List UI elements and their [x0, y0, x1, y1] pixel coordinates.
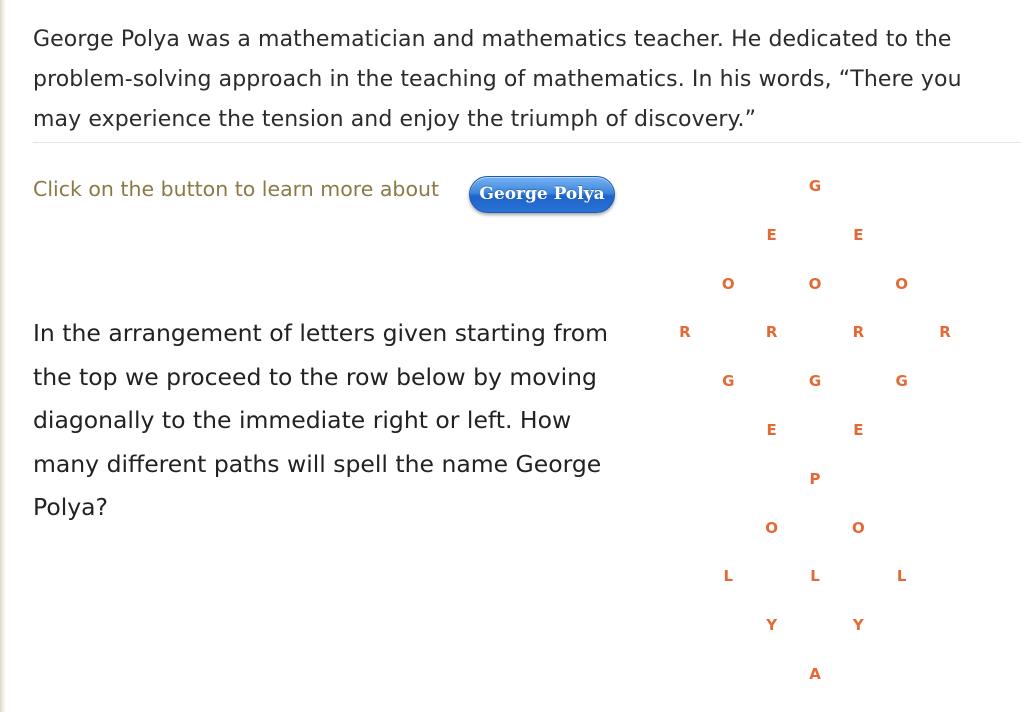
george-polya-button[interactable]: George Polya — [469, 176, 615, 213]
intro-paragraph: George Polya was a mathematician and mathematics teacher. He dedicated to the problem-solving approach in the teaching of mathematics. In his words, “There you may experience the tension and enjoy the triumph of discovery.” — [33, 27, 962, 132]
grid-letter: E — [853, 421, 864, 439]
grid-letter: O — [895, 274, 909, 293]
grid-letter: A — [809, 665, 821, 683]
grid-letter: G — [895, 372, 908, 391]
grid-letter: O — [808, 274, 822, 293]
grid-letter: G — [808, 177, 822, 195]
grid-letter: Y — [766, 616, 778, 635]
grid-letter: P — [809, 469, 821, 488]
grid-letter: E — [766, 225, 777, 244]
grid-letter: R — [852, 323, 865, 342]
grid-letter: R — [939, 323, 951, 342]
grid-letter: L — [896, 567, 907, 586]
learn-more-prompt: Click on the button to learn more about — [33, 177, 440, 201]
page-left-edge — [0, 0, 6, 712]
grid-letter: E — [766, 421, 777, 439]
intro-divider — [33, 142, 1021, 143]
grid-letter: O — [851, 518, 865, 537]
grid-letter: R — [765, 323, 778, 342]
grid-letter: E — [853, 225, 864, 244]
grid-letter: O — [765, 518, 779, 537]
question-paragraph: In the arrangement of letters given starting from the top we proceed to the row below by moving diagonally to the immediate right or left. How many different paths will spell the name George Polya? — [33, 319, 609, 521]
grid-letter: G — [722, 372, 735, 391]
grid-letter: G — [808, 372, 822, 391]
grid-letter: L — [810, 567, 820, 586]
grid-letter: Y — [852, 616, 864, 635]
grid-letter: O — [721, 274, 735, 293]
grid-letter: L — [723, 567, 734, 586]
grid-letter: R — [679, 323, 691, 342]
